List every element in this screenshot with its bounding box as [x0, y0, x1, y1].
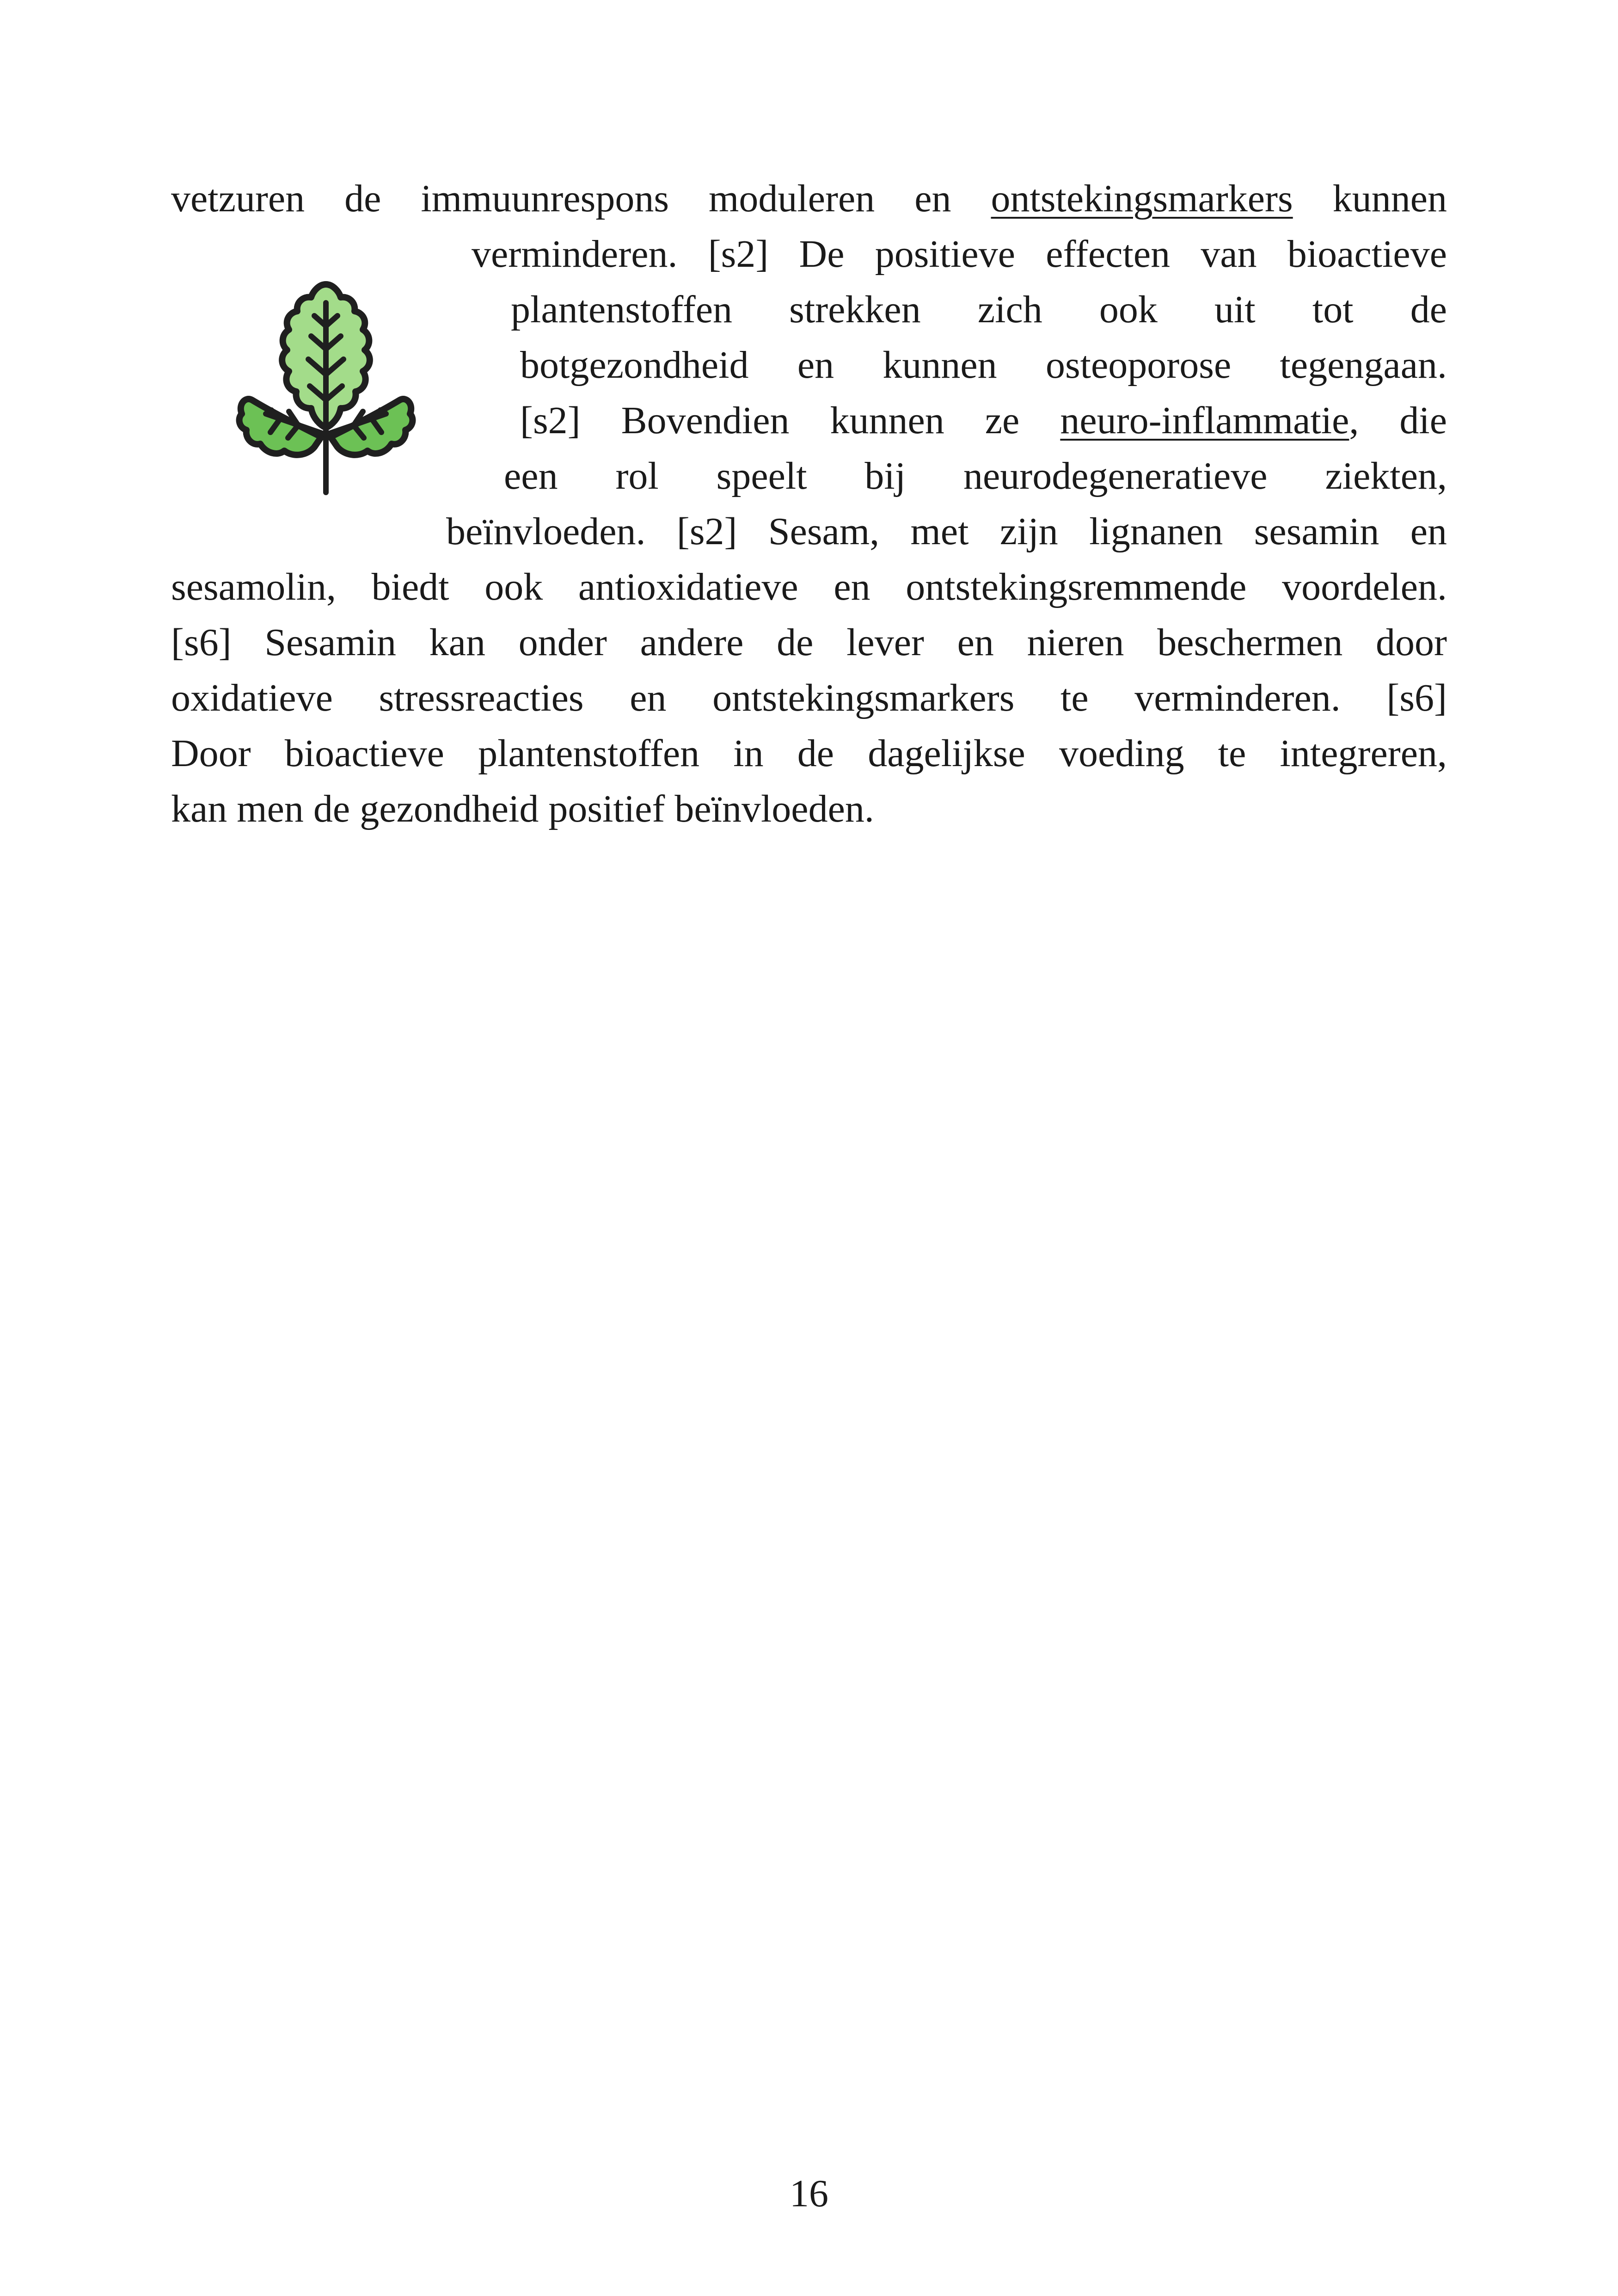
- text-segment: beïnvloeden. [s2] Sesam, met zijn lignanen sesamin en: [446, 510, 1447, 553]
- text-segment: sesamolin, biedt ook antioxidatieve en ontstekingsremmende voordelen.: [171, 565, 1447, 608]
- text-segment: een rol speelt bij neurodegeneratieve ziekten,: [504, 454, 1447, 497]
- underlined-term: ontstekingsmarkers: [991, 177, 1293, 220]
- text-segment: , die: [1349, 399, 1447, 442]
- underlined-term: neuro-inflammatie: [1060, 399, 1349, 442]
- text-segment: kunnen: [1293, 177, 1447, 220]
- text-line-8: [171, 562, 1447, 613]
- text-segment: vetzuren de immuunrespons moduleren en: [171, 177, 991, 220]
- text-line-9: [171, 617, 1447, 668]
- text-segment: Door bioactieve plantenstoffen in de dagelijkse voeding te integreren,: [171, 732, 1447, 775]
- text-segment: [s6] Sesamin kan onder andere de lever en nieren beschermen door: [171, 621, 1447, 664]
- text-line-11: [171, 728, 1447, 779]
- text-line-4: [520, 340, 1447, 391]
- text-segment: kan men de gezondheid positief beïnvloeden.: [171, 787, 874, 830]
- text-segment: [s2] Bovendien kunnen ze: [520, 399, 1060, 442]
- text-line-12: [171, 784, 1447, 835]
- text-line-5: [520, 395, 1447, 446]
- page-number: 16: [790, 2172, 828, 2215]
- text-segment: oxidatieve stressreacties en ontstekingsmarkers te verminderen. [s6]: [171, 676, 1447, 719]
- text-segment: botgezondheid en kunnen osteoporose tegengaan.: [520, 344, 1447, 387]
- text-line-1: [171, 173, 1447, 224]
- text-line-7: [446, 506, 1447, 557]
- text-line-3: [511, 284, 1447, 335]
- text-line-10: [171, 673, 1447, 724]
- text-line-2: [472, 229, 1447, 280]
- leaf-icon: [233, 275, 418, 502]
- text-segment: plantenstoffen strekken zich ook uit tot de: [511, 288, 1447, 331]
- text-segment: verminderen. [s2] De positieve effecten van bioactieve: [472, 233, 1447, 276]
- text-line-6: [504, 451, 1447, 502]
